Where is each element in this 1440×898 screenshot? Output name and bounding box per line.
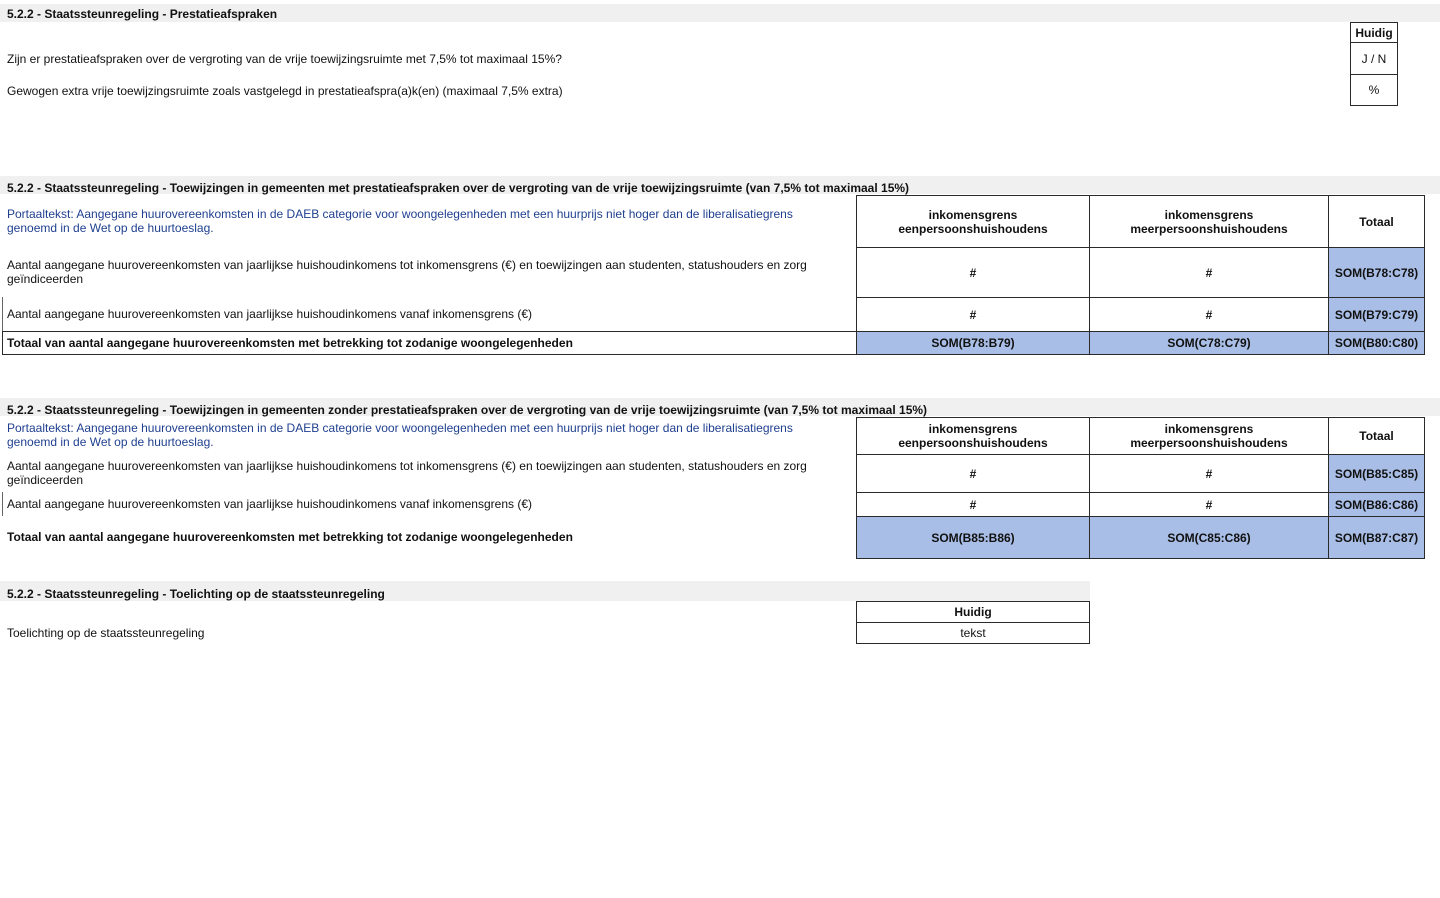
section-2-total-cell-total: SOM(B80:C80) <box>1328 331 1425 355</box>
section-2-row-1-total: SOM(B78:C78) <box>1328 247 1425 298</box>
section-2-total-cell-1: SOM(B78:B79) <box>856 331 1090 355</box>
section-2-row-1-cell-1[interactable]: # <box>856 247 1090 298</box>
section-3-row-1-total: SOM(B85:C85) <box>1328 454 1425 493</box>
section-3-row-1-cell-2[interactable]: # <box>1089 454 1329 493</box>
section-2-title: 5.2.2 - Staatssteunregeling - Toewijzingen in gemeenten met prestatieafspraken over de vergroting van de vrije toewijzingsruimte (van 7,5% tot maximaal 15%) <box>7 181 910 195</box>
section-3-row-1-cell-1[interactable]: # <box>856 454 1090 493</box>
section-2-row-2-cell-1[interactable]: # <box>856 297 1090 332</box>
section-3-row-2-label: Aantal aangegane huurovereenkomsten van jaarlijkse huishoudinkomens vanaf inkomensgrens (€) <box>7 497 532 511</box>
section-3-row-1-label: Aantal aangegane huurovereenkomsten van jaarlijkse huishoudinkomens tot inkomensgrens (€) en toewijzingen aan studenten, statushouders en zorg geïndiceerden <box>7 459 807 487</box>
section-4-huidig-header: Huidig <box>856 601 1090 623</box>
section-1-row-1-label: Zijn er prestatieafspraken over de vergroting van de vrije toewijzingsruimte met 7,5% tot maximaal 15%? <box>7 52 562 66</box>
section-2-col-header-2: inkomensgrens meerpersoonshuishoudens <box>1089 195 1329 248</box>
section-3-total-cell-1: SOM(B85:B86) <box>856 516 1090 559</box>
section-2-row-1-cell-2[interactable]: # <box>1089 247 1329 298</box>
section-2-col-header-total: Totaal <box>1328 195 1425 248</box>
section-3-row-2-total: SOM(B86:C86) <box>1328 492 1425 517</box>
section-3-total-label: Totaal van aantal aangegane huurovereenkomsten met betrekking tot zodanige woongelegenheden <box>7 530 573 544</box>
section-1-huidig-header: Huidig <box>1350 22 1398 43</box>
section-2-row-2-cell-2[interactable]: # <box>1089 297 1329 332</box>
section-2-row-2-left-border <box>2 297 3 331</box>
section-2-portal-text: Portaaltekst: Aangegane huurovereenkomsten in de DAEB categorie voor woongelegenheden met een huurprijs niet hoger dan de liberalisatiegrens genoemd in de Wet op de huurtoeslag. <box>7 207 793 235</box>
section-2-col-header-1: inkomensgrens eenpersoonshuishoudens <box>856 195 1090 248</box>
section-1-title: 5.2.2 - Staatssteunregeling - Prestatieafspraken <box>7 7 278 21</box>
section-3-portal-text: Portaaltekst: Aangegane huurovereenkomsten in de DAEB categorie voor woongelegenheden met een huurprijs niet hoger dan de liberalisatiegrens genoemd in de Wet op de huurtoeslag. <box>7 421 793 449</box>
section-1-row-1-value[interactable]: J / N <box>1350 42 1398 75</box>
section-2-row-2-total: SOM(B79:C79) <box>1328 297 1425 332</box>
section-3-title: 5.2.2 - Staatssteunregeling - Toewijzingen in gemeenten zonder prestatieafspraken over de vergroting van de vrije toewijzingsruimte (van 7,5% tot maximaal 15%) <box>7 403 928 417</box>
section-3-total-cell-2: SOM(C85:C86) <box>1089 516 1329 559</box>
section-3-row-2-cell-2[interactable]: # <box>1089 492 1329 517</box>
section-3-col-header-total: Totaal <box>1328 417 1425 455</box>
section-2-row-1-label: Aantal aangegane huurovereenkomsten van jaarlijkse huishoudinkomens tot inkomensgrens (€) en toewijzingen aan studenten, statushouders en zorg geïndiceerden <box>7 258 807 286</box>
section-3-total-cell-total: SOM(B87:C87) <box>1328 516 1425 559</box>
section-1-row-2-value[interactable]: % <box>1350 74 1398 106</box>
section-3-row-2-left-border <box>2 492 3 516</box>
section-2-total-cell-2: SOM(C78:C79) <box>1089 331 1329 355</box>
section-1-row-2-label: Gewogen extra vrije toewijzingsruimte zoals vastgelegd in prestatieafspra(a)k(en) (maximaal 7,5% extra) <box>7 84 563 98</box>
section-4-row-label: Toelichting op de staatssteunregeling <box>7 626 205 640</box>
section-3-row-2-cell-1[interactable]: # <box>856 492 1090 517</box>
section-2-row-2-label: Aantal aangegane huurovereenkomsten van jaarlijkse huishoudinkomens vanaf inkomensgrens (€) <box>7 307 532 321</box>
section-3-col-header-2: inkomensgrens meerpersoonshuishoudens <box>1089 417 1329 455</box>
section-4-row-value[interactable]: tekst <box>856 622 1090 644</box>
section-3-col-header-1: inkomensgrens eenpersoonshuishoudens <box>856 417 1090 455</box>
section-4-title: 5.2.2 - Staatssteunregeling - Toelichting op de staatssteunregeling <box>7 587 385 601</box>
section-2-total-label: Totaal van aantal aangegane huurovereenkomsten met betrekking tot zodanige woongelegenheden <box>7 336 573 350</box>
